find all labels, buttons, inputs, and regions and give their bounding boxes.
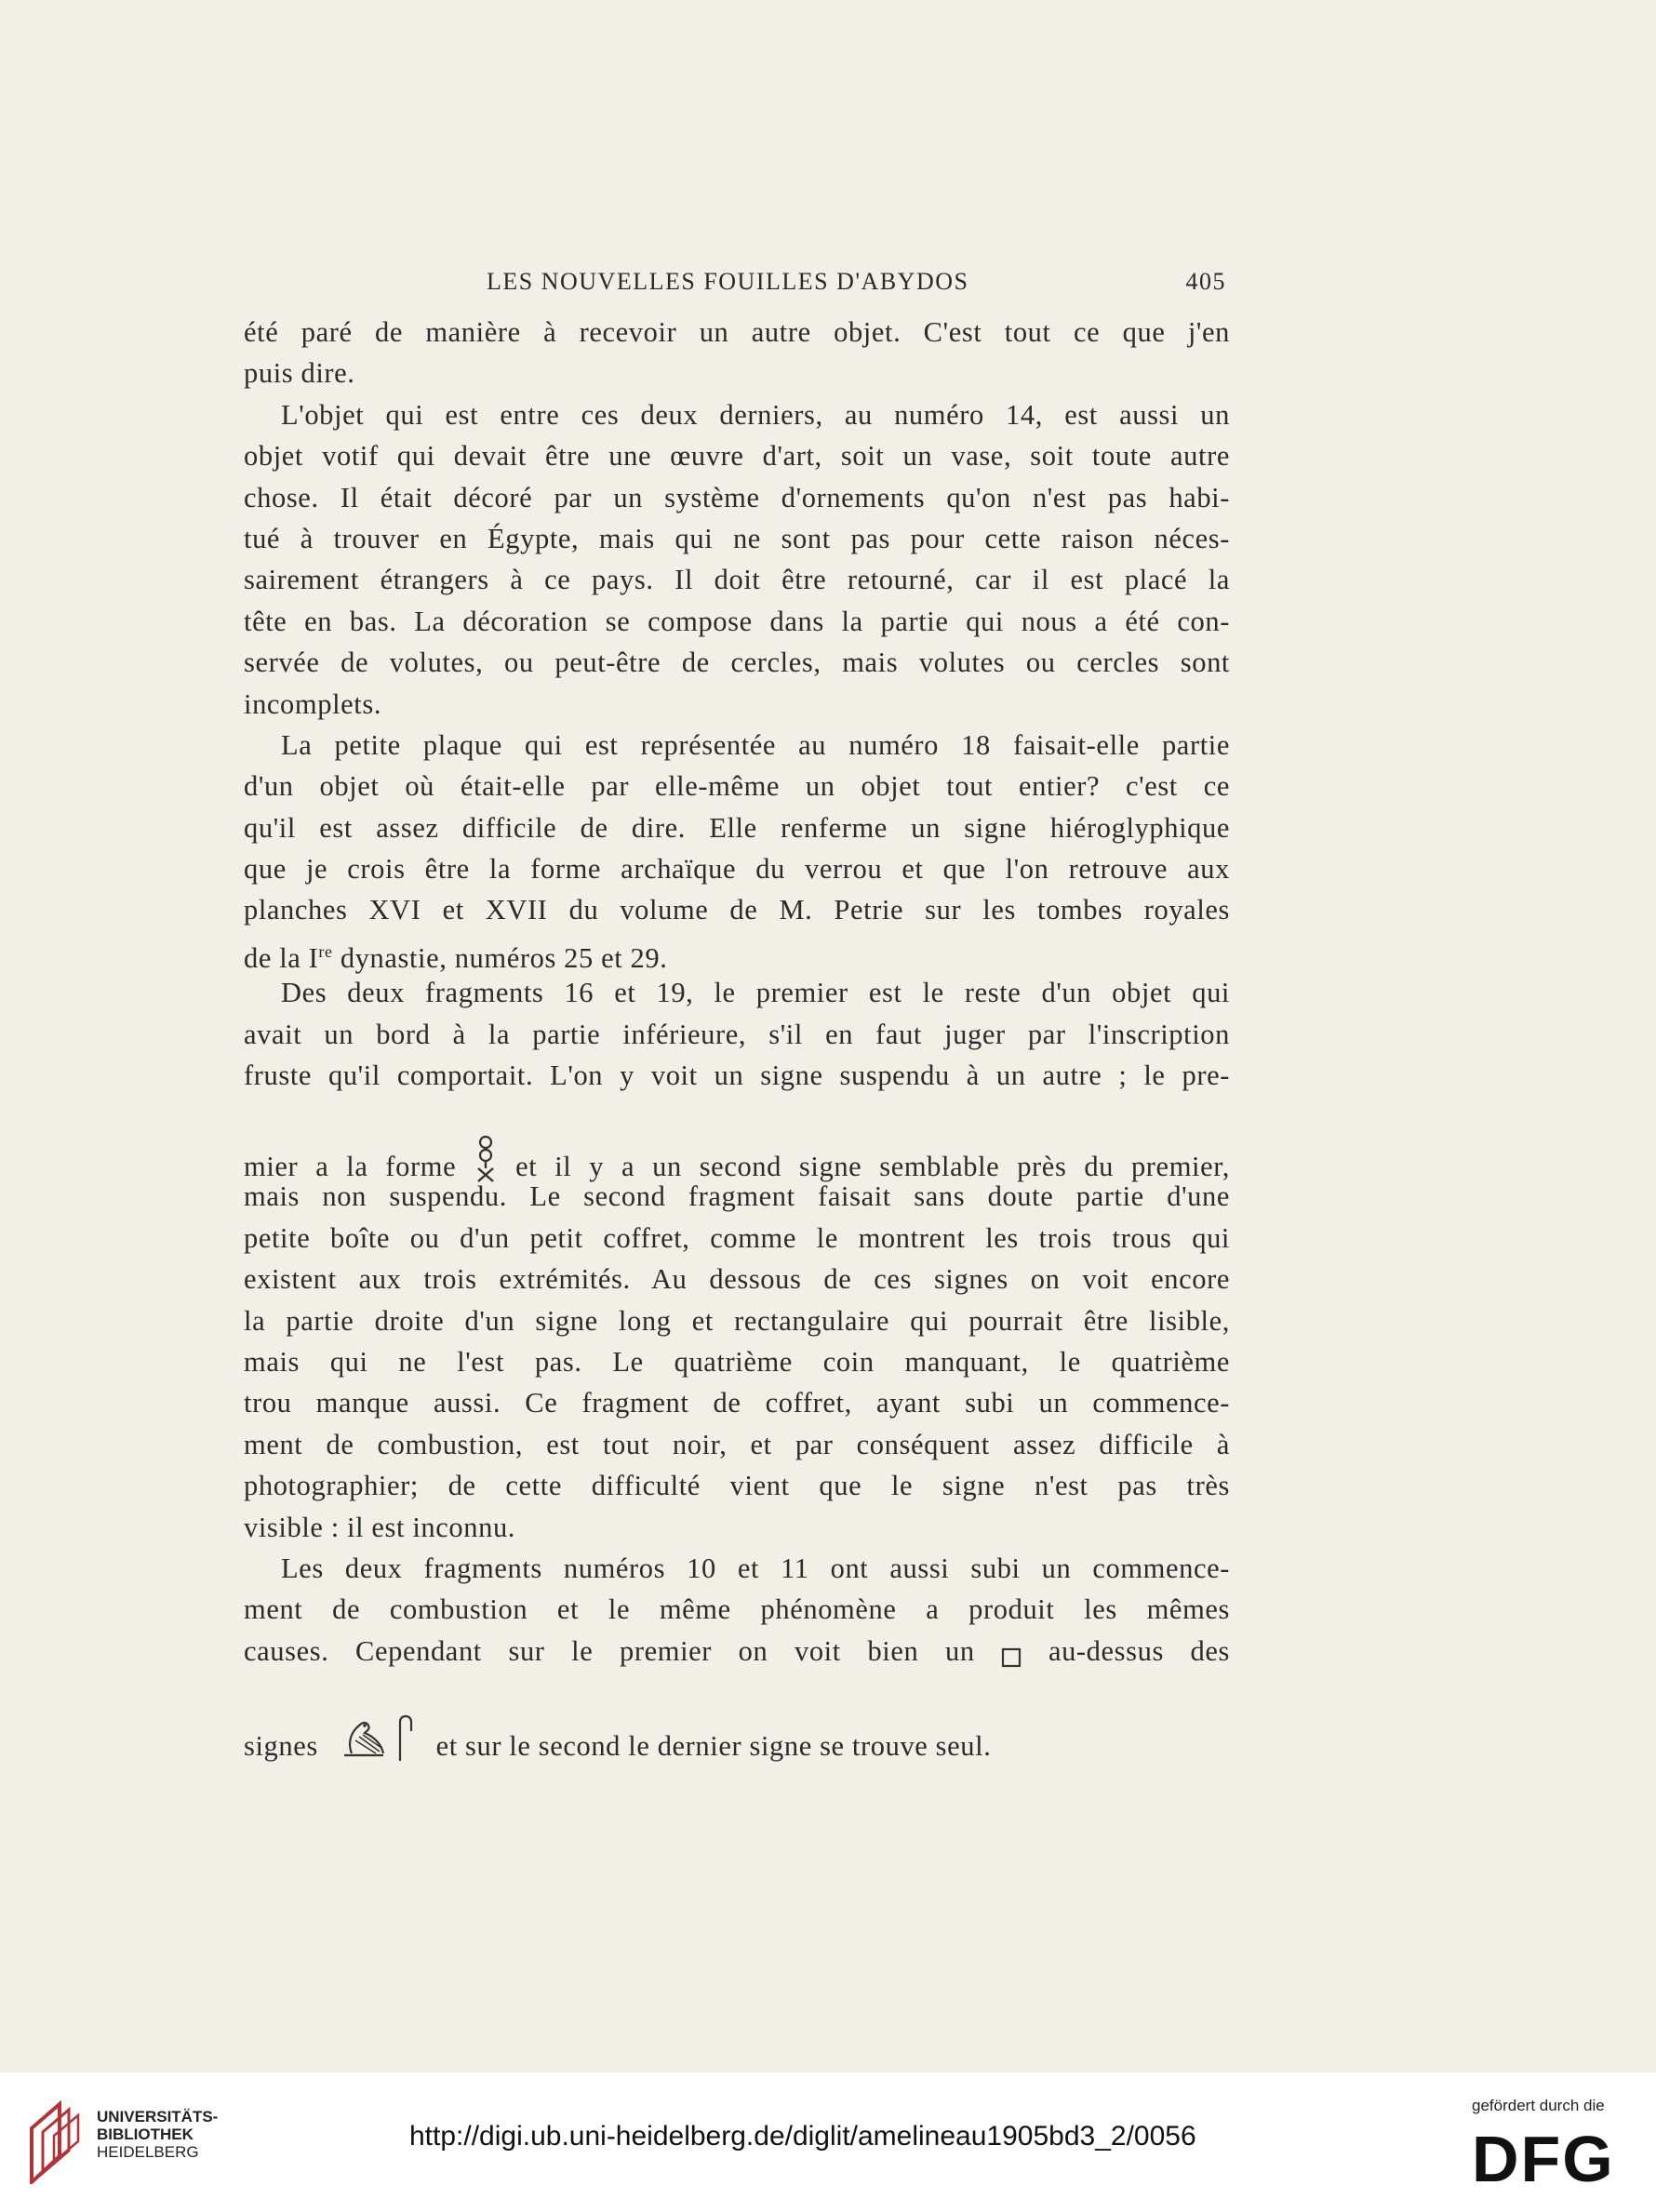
text-line: la partie droite d'un signe long et rectangulaire qui pourrait être lisible, (244, 1304, 1230, 1337)
text-line: mais qui ne l'est pas. Le quatrième coin manquant, le quatrième (244, 1345, 1230, 1378)
text-line: chose. Il était décoré par un système d'ornements qu'on n'est pas habi- (244, 481, 1230, 513)
text-line: tête en bas. La décoration se compose dans la partie qui nous a été con- (244, 605, 1230, 637)
text-line: sairement étrangers à ce pays. Il doit être retourné, car il est placé la (244, 564, 1230, 596)
superscript: re (318, 941, 333, 961)
text-line: d'un objet où était-elle par elle-même un objet tout entier? c'est ce (244, 770, 1230, 803)
text-line: avait un bord à la partie inférieure, s'il en faut juger par l'inscription (244, 1018, 1230, 1050)
library-line: HEIDELBERG (97, 2143, 199, 2161)
text-line: servée de volutes, ou peut-être de cercles, mais volutes ou cercles sont (244, 646, 1230, 679)
text-line-with-glyph (244, 1096, 1230, 1183)
text-line: fruste qu'il comportait. L'on y voit un signe suspendu à un autre ; le pre- (244, 1059, 1230, 1092)
text-line (244, 931, 1230, 975)
text-line: objet votif qui devait être une œuvre d'art, soit un vase, soit toute autre (244, 440, 1230, 473)
running-head (240, 268, 1254, 301)
running-title: LES NOUVELLES FOUILLES D'ABYDOS (487, 268, 969, 295)
text-fragment: au-dessus des (1048, 1634, 1231, 1667)
text-line: planches XVI et XVII du volume de M. Petrie sur les tombes royales (244, 894, 1230, 926)
digitization-footer (0, 2072, 1656, 2212)
permalink-url[interactable]: http://digi.ub.uni-heidelberg.de/diglit/amelineau1905bd3_2/0056 (409, 2121, 1196, 2152)
text-fragment: causes. Cependant sur le premier on voit bien un (244, 1634, 975, 1667)
text-line: visible : il est inconnu. (244, 1511, 516, 1543)
text-line: petite boîte ou d'un petit coffret, comme le montrent les trois trous qui (244, 1221, 1230, 1254)
text-fragment: signes (244, 1730, 318, 1763)
text-line: puis dire. (244, 357, 355, 390)
text-line: La petite plaque qui est représentée au numéro 18 faisait-elle partie (281, 728, 1230, 761)
library-line: UNIVERSITÄTS- (97, 2108, 219, 2125)
text-line: existent aux trois extrémités. Au dessous de ces signes on voit encore (244, 1263, 1230, 1296)
funding-label: gefördert durch die (1472, 2097, 1605, 2114)
text-fragment: et il y a un second signe semblable près du premier, (515, 1151, 1230, 1183)
page-number: 405 (1185, 268, 1226, 295)
text-fragment: et sur le second le dernier signe se trouve seul. (435, 1730, 992, 1763)
library-logo[interactable] (22, 2100, 246, 2184)
text-fragment: mier a la forme (244, 1151, 457, 1183)
text-line (244, 1631, 1230, 1672)
text-line: mais non suspendu. Le second fragment faisait sans doute partie d'une (244, 1180, 1230, 1213)
hieroglyph-square-icon (1001, 1638, 1022, 1679)
text-line-with-glyph (244, 1672, 1230, 1763)
text-line: trou manque aussi. Ce fragment de coffret, ayant subi un commence- (244, 1387, 1230, 1419)
text-line: photographier; de cette difficulté vient que le signe n'est pas très (244, 1470, 1230, 1502)
text-line: Des deux fragments 16 et 19, le premier est le reste d'un objet qui (281, 977, 1230, 1009)
text-fragment: de la I (244, 942, 319, 975)
hieroglyph-cloth-icon (396, 1711, 415, 1774)
text-line: été paré de manière à recevoir un autre objet. C'est tout ce que j'en (244, 316, 1230, 348)
library-emblem-icon (22, 2100, 87, 2188)
text-fragment: dynastie, numéros 25 et 29. (332, 942, 668, 975)
text-line: tué à trouver en Égypte, mais qui ne sont pas pour cette raison néces- (244, 522, 1230, 554)
library-name (97, 2108, 218, 2161)
text-line: que je crois être la forme archaïque du verrou et que l'on retrouve aux (244, 853, 1230, 886)
body-text (244, 312, 1231, 1763)
text-line: Les deux fragments numéros 10 et 11 ont aussi subi un commence- (281, 1552, 1230, 1584)
text-line: ment de combustion et le même phénomène a produit les mêmes (244, 1593, 1230, 1626)
library-line: BIBLIOTHEK (97, 2125, 194, 2143)
text-line: qu'il est assez difficile de dire. Elle renferme un signe hiéroglyphique (244, 811, 1230, 844)
hieroglyph-vulture-icon (339, 1712, 389, 1774)
text-line: incomplets. (244, 687, 382, 720)
text-line: ment de combustion, est tout noir, et par conséquent assez difficile à (244, 1428, 1230, 1460)
dfg-logo[interactable]: DFG (1472, 2123, 1615, 2195)
text-line: L'objet qui est entre ces deux derniers, au numéro 14, est aussi un (281, 398, 1230, 431)
